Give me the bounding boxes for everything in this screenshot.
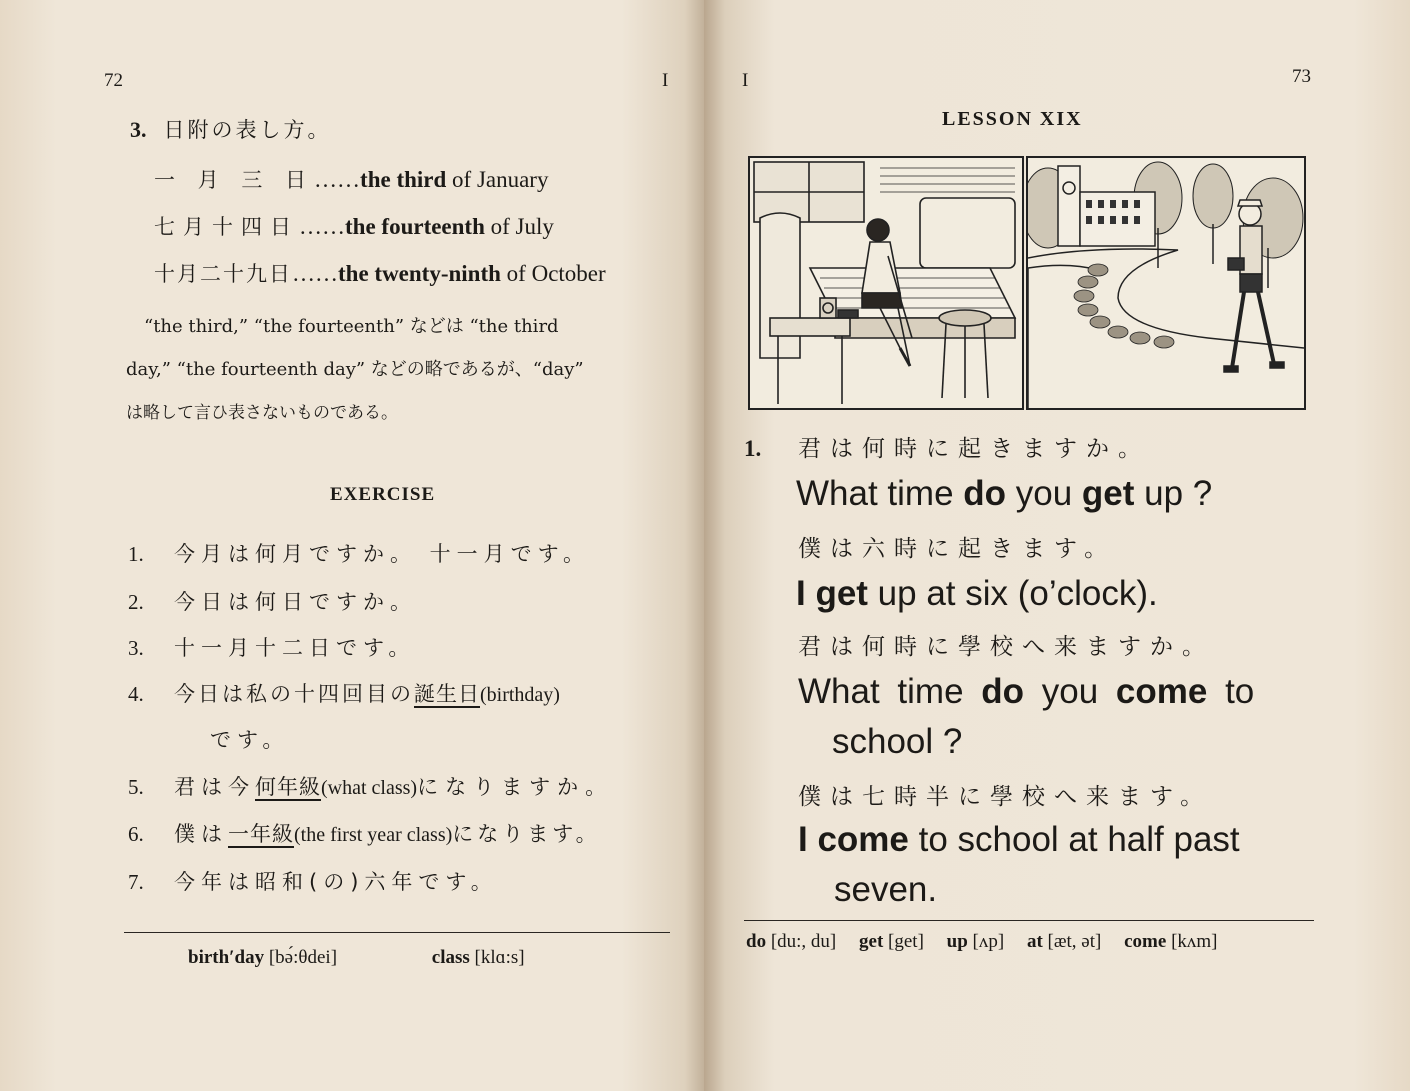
footnote-rule xyxy=(124,932,670,933)
english-sentence: What time do you get up ? xyxy=(796,474,1213,513)
japanese-answer: 僕は六時に起きます。 xyxy=(798,536,1117,562)
footnote-rule xyxy=(744,920,1314,921)
school-scene-icon xyxy=(1028,158,1304,408)
footnote-vocab: birth′day [bə́:θdei] class [klɑ:s] xyxy=(188,947,525,968)
bedroom-illustration xyxy=(748,156,1024,410)
note-line: day,” “the fourteenth day” などの略であるが、“day” xyxy=(126,359,584,380)
english-sentence: What time do you come to xyxy=(798,672,1255,711)
exercise-item: 5. 君は今何年級(what class)になりますか。 xyxy=(128,775,614,799)
note-line: “the third,” “the fourteenth” などは “the third xyxy=(144,316,559,337)
footnote-vocab: do [du:, du] get [get] up [ʌp] at [æt, ət] come [kʌm] xyxy=(746,931,1218,952)
lesson-item: 1. 君は何時に起きますか。 xyxy=(744,436,1150,462)
section-title: 日附の表し方。 xyxy=(163,118,332,142)
underlined-word: 誕生日 xyxy=(414,682,480,706)
section-heading xyxy=(130,114,332,144)
right-page xyxy=(704,0,1410,1091)
underlined-word: 一年級 xyxy=(228,822,294,846)
japanese-answer: 僕は七時半に學校へ来ます。 xyxy=(798,784,1213,810)
english-continuation: school ? xyxy=(832,722,963,761)
underlined-word: 何年級 xyxy=(255,775,321,799)
note-line: は略して言ひ表さないものである。 xyxy=(126,403,398,423)
english-sentence: I get up at six (o’clock). xyxy=(796,574,1158,613)
running-head: I xyxy=(662,70,669,91)
exercise-item: 2. 今日は何日ですか。 xyxy=(128,590,417,614)
bedroom-scene-icon xyxy=(750,158,1022,408)
date-example: 十月二十九日……the twenty-ninth of October xyxy=(154,261,606,286)
school-illustration xyxy=(1026,156,1306,410)
date-example: 一 月 三 日……the third of January xyxy=(154,167,549,192)
exercise-item: 7. 今年は昭和(の)六年です。 xyxy=(128,870,498,894)
running-head: I xyxy=(742,70,749,91)
exercise-item: 4. 今日は私の十四回目の誕生日(birthday) xyxy=(128,682,560,706)
exercise-item: 1. 今月は何月ですか。 十一月です。 xyxy=(128,542,590,566)
english-continuation: seven. xyxy=(834,870,938,909)
exercise-heading: EXERCISE xyxy=(330,484,436,505)
exercise-item: 6. 僕は一年級(the first year class)になります。 xyxy=(128,822,601,846)
exercise-continuation: です。 xyxy=(210,728,290,752)
date-example: 七月十四日……the fourteenth of July xyxy=(154,214,554,239)
lesson-title: LESSON XIX xyxy=(942,108,1083,130)
japanese-question: 君は何時に學校へ来ますか。 xyxy=(798,634,1214,660)
page-number: 73 xyxy=(1292,66,1311,87)
japanese-question: 君は何時に起きますか。 xyxy=(798,436,1150,462)
page-number: 72 xyxy=(104,70,123,91)
section-number: 3. xyxy=(130,117,147,142)
english-sentence: I come to school at half past xyxy=(798,820,1240,859)
exercise-item: 3. 十一月十二日です。 xyxy=(128,636,416,660)
